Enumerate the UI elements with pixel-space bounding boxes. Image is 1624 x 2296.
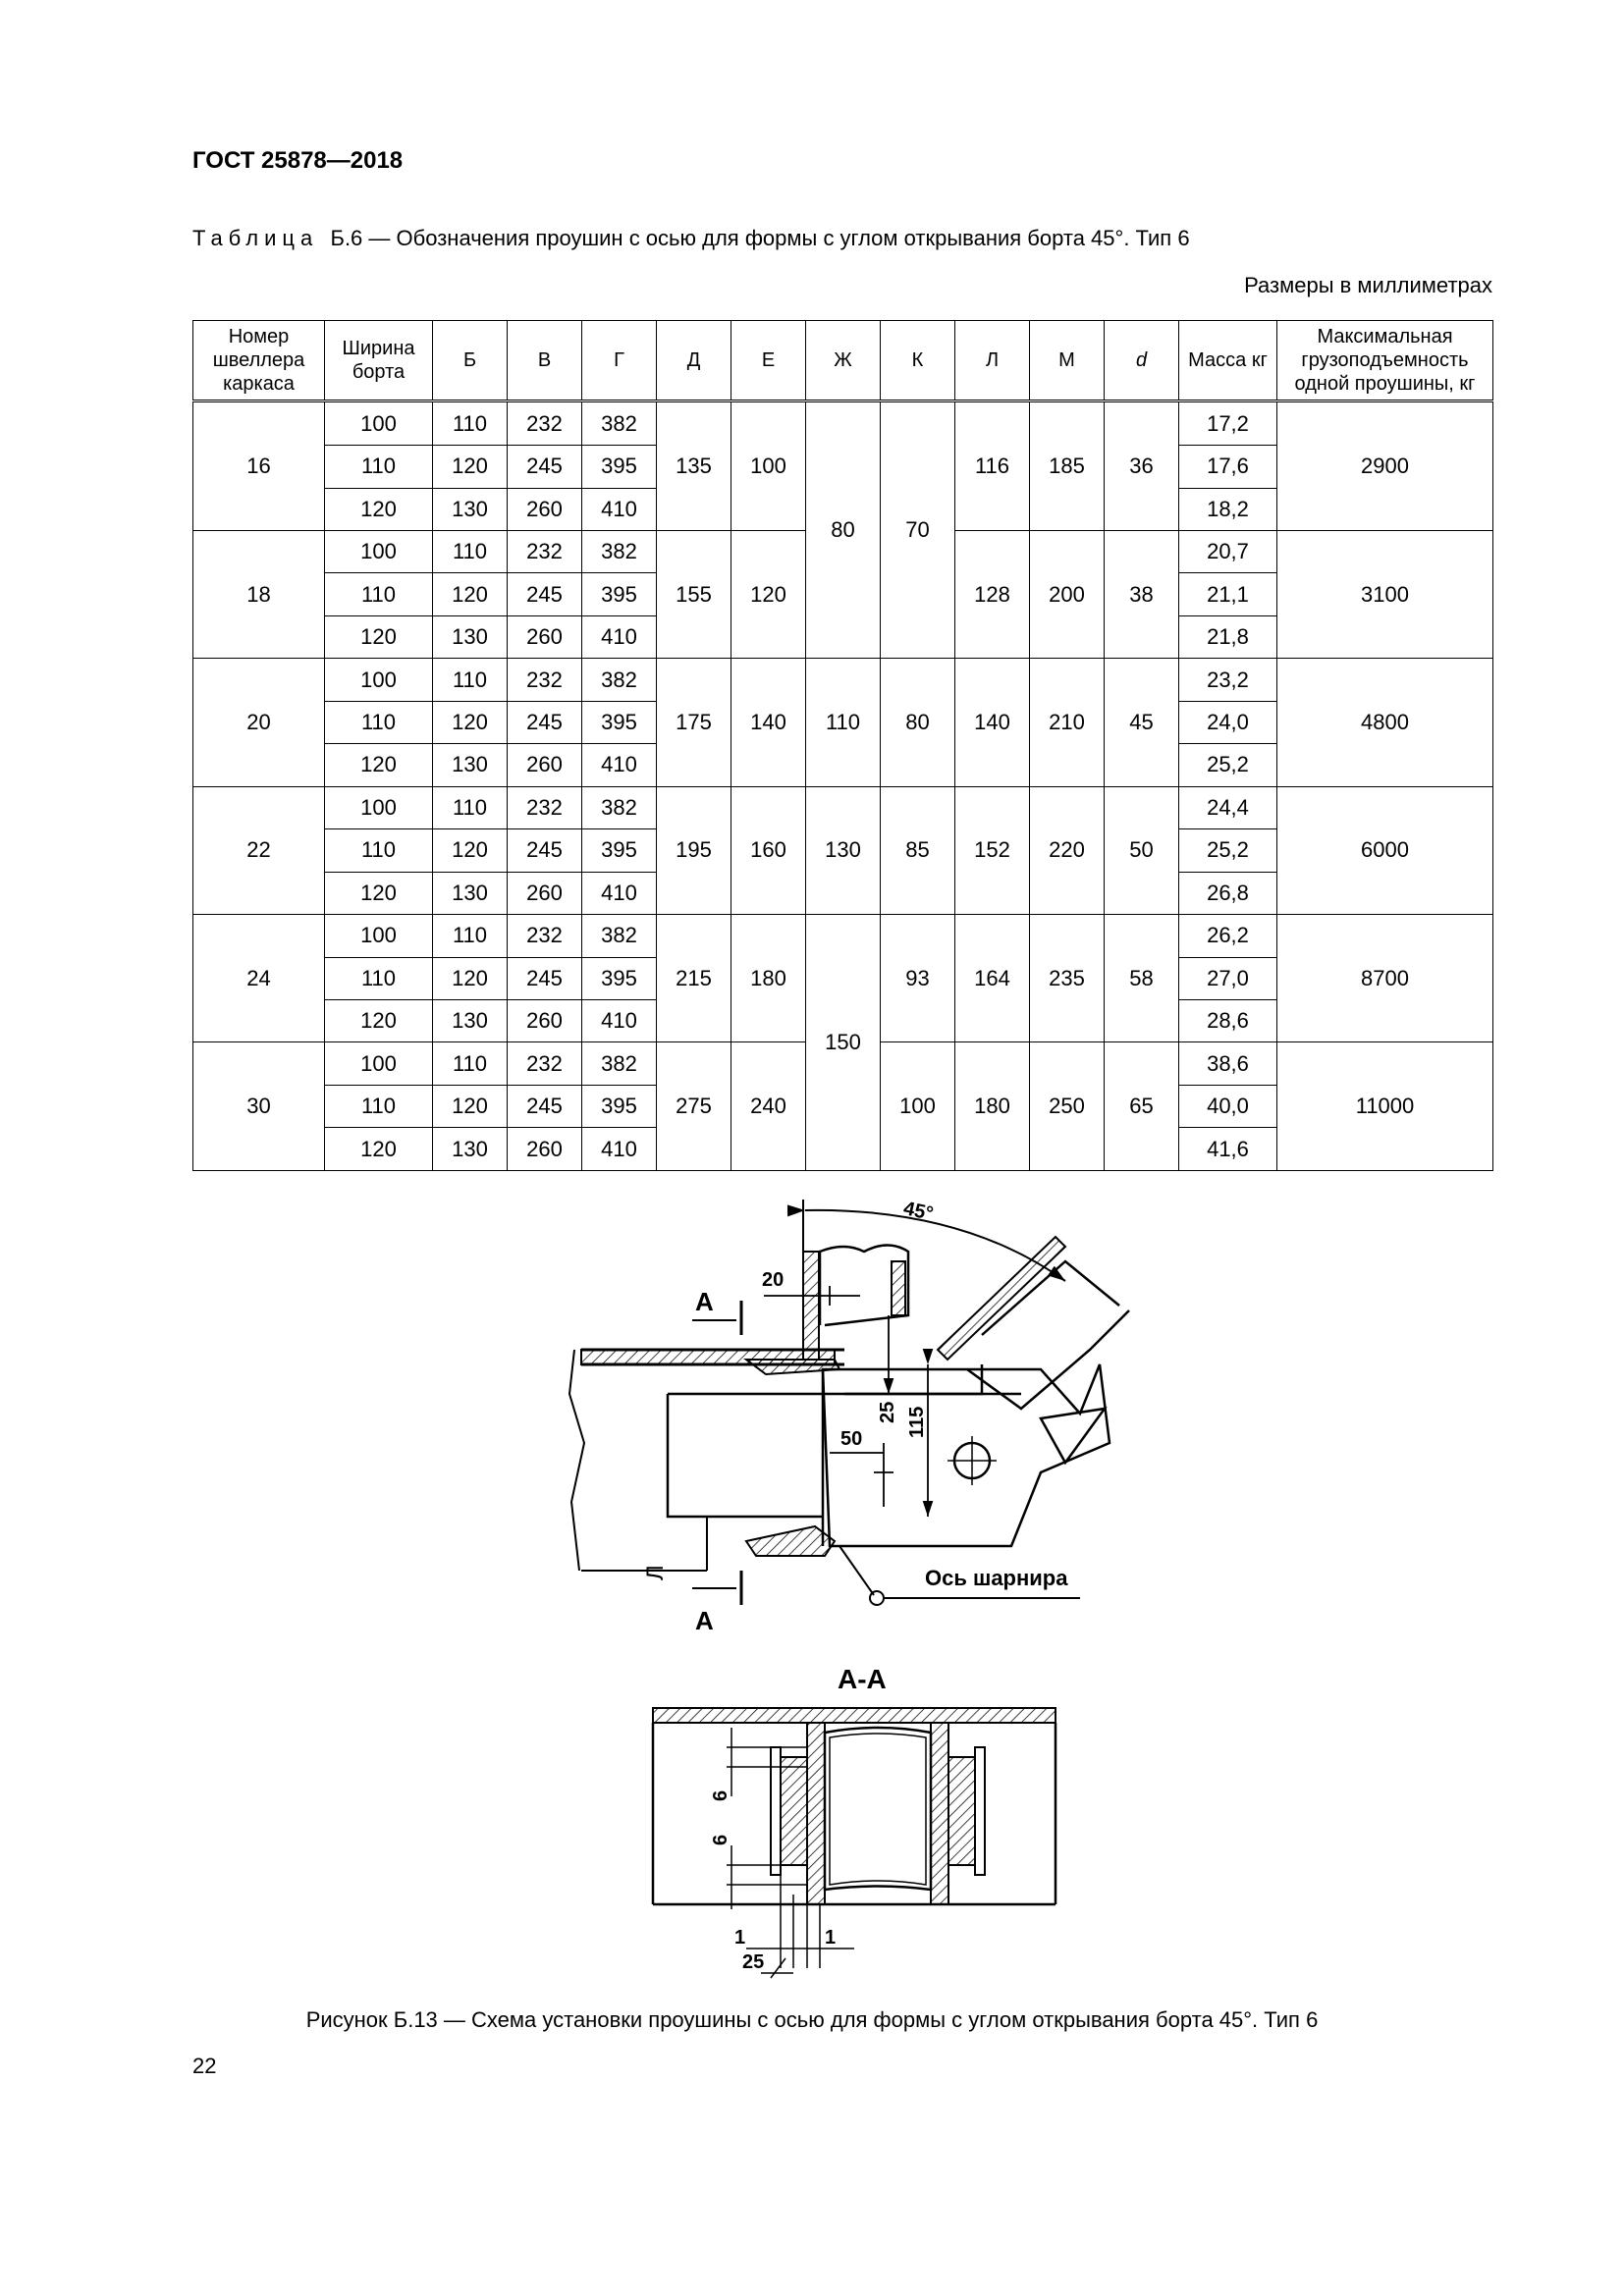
col-k: К: [881, 321, 955, 401]
caption-text: Б.6 — Обозначения проушин с осью для формы с углом открывания борта 45°. Тип 6: [330, 226, 1190, 250]
cell-dd: 36: [1105, 401, 1179, 531]
cell-b: 130: [433, 744, 508, 786]
cell-shirina: 110: [325, 829, 433, 872]
dim-50: 50: [840, 1428, 863, 1450]
cell-b: 120: [433, 573, 508, 615]
units-note: Размеры в миллиметрах: [1244, 273, 1492, 297]
cell-shirina: 120: [325, 744, 433, 786]
col-v: В: [508, 321, 582, 401]
col-d: Д: [657, 321, 731, 401]
cell-nomer: 24: [193, 915, 325, 1042]
label-l: Л: [642, 1565, 669, 1580]
cell-mass: 23,2: [1179, 659, 1277, 701]
axis-label: Ось шарнира: [925, 1566, 1068, 1590]
cell-g: 382: [582, 786, 657, 828]
cell-k: 85: [881, 786, 955, 914]
col-shirina: Ширина борта: [325, 321, 433, 401]
section-a-top: А: [695, 1287, 714, 1316]
cell-mass: 38,6: [1179, 1042, 1277, 1085]
cell-g: 382: [582, 401, 657, 446]
cell-v: 260: [508, 488, 582, 530]
cell-zh: 150: [806, 915, 881, 1171]
cell-g: 395: [582, 1085, 657, 1127]
cell-mass: 17,6: [1179, 446, 1277, 488]
cell-b: 110: [433, 915, 508, 957]
cell-mass: 28,6: [1179, 999, 1277, 1041]
cell-b: 130: [433, 999, 508, 1041]
cell-b: 130: [433, 615, 508, 658]
cell-max: 2900: [1277, 401, 1493, 531]
cell-max: 11000: [1277, 1042, 1493, 1171]
cell-g: 410: [582, 999, 657, 1041]
cell-d: 175: [657, 659, 731, 786]
cell-l: 140: [955, 659, 1030, 786]
section-title: А-А: [838, 1664, 887, 1694]
cell-e: 140: [731, 659, 806, 786]
cell-b: 120: [433, 1085, 508, 1127]
cell-m: 220: [1030, 786, 1105, 914]
cell-e: 100: [731, 401, 806, 531]
cell-v: 232: [508, 401, 582, 446]
dim-20: 20: [762, 1269, 785, 1291]
cell-shirina: 100: [325, 401, 433, 446]
caption-prefix: Таблица: [192, 226, 319, 250]
hinge-axis-leader: [839, 1546, 1080, 1605]
dim-115: 115: [906, 1406, 928, 1438]
cell-mass: 24,4: [1179, 786, 1277, 828]
cell-d: 275: [657, 1042, 731, 1171]
cell-b: 120: [433, 829, 508, 872]
cell-zh: 80: [806, 401, 881, 659]
cell-mass: 18,2: [1179, 488, 1277, 530]
cell-b: 110: [433, 659, 508, 701]
cell-v: 232: [508, 786, 582, 828]
cell-d: 215: [657, 915, 731, 1042]
cell-v: 260: [508, 615, 582, 658]
cell-shirina: 100: [325, 530, 433, 572]
col-b: Б: [433, 321, 508, 401]
cell-k: 80: [881, 659, 955, 786]
cell-m: 250: [1030, 1042, 1105, 1171]
cell-v: 245: [508, 701, 582, 743]
figure-caption: Рисунок Б.13 — Схема установки проушины с осью для формы с углом открывания борта 45°. Тип 6: [305, 2007, 1319, 2032]
cell-d: 155: [657, 530, 731, 658]
cell-zh: 110: [806, 659, 881, 786]
cell-mass: 41,6: [1179, 1128, 1277, 1171]
cell-l: 128: [955, 530, 1030, 658]
cell-v: 232: [508, 530, 582, 572]
cell-zh: 130: [806, 786, 881, 914]
cell-l: 116: [955, 401, 1030, 531]
side-view: [569, 1237, 1129, 1571]
cell-nomer: 20: [193, 659, 325, 786]
cell-g: 410: [582, 744, 657, 786]
cell-d: 135: [657, 401, 731, 531]
angle-label: 45°: [901, 1198, 936, 1225]
cell-v: 245: [508, 446, 582, 488]
cell-shirina: 100: [325, 915, 433, 957]
cell-dd: 58: [1105, 915, 1179, 1042]
cell-max: 8700: [1277, 915, 1493, 1042]
cell-shirina: 120: [325, 999, 433, 1041]
col-zh: Ж: [806, 321, 881, 401]
cell-m: 210: [1030, 659, 1105, 786]
cell-g: 382: [582, 659, 657, 701]
cell-dd: 45: [1105, 659, 1179, 786]
cell-nomer: 16: [193, 401, 325, 531]
cell-shirina: 110: [325, 446, 433, 488]
cell-mass: 24,0: [1179, 701, 1277, 743]
cell-e: 160: [731, 786, 806, 914]
cell-g: 382: [582, 1042, 657, 1085]
cell-b: 110: [433, 786, 508, 828]
dim-25-section: 25: [742, 1951, 765, 1973]
col-dd: d: [1105, 321, 1179, 401]
cell-nomer: 18: [193, 530, 325, 658]
cell-k: 100: [881, 1042, 955, 1171]
cell-g: 382: [582, 530, 657, 572]
cell-m: 185: [1030, 401, 1105, 531]
dim-25: 25: [877, 1401, 898, 1423]
cell-shirina: 110: [325, 1085, 433, 1127]
cell-v: 260: [508, 999, 582, 1041]
cell-mass: 25,2: [1179, 829, 1277, 872]
dim-6-top: 6: [710, 1789, 731, 1801]
cell-mass: 27,0: [1179, 957, 1277, 999]
cell-shirina: 120: [325, 1128, 433, 1171]
cell-shirina: 120: [325, 872, 433, 914]
cell-mass: 26,8: [1179, 872, 1277, 914]
cell-b: 120: [433, 701, 508, 743]
cell-dd: 50: [1105, 786, 1179, 914]
dim-6-bottom: 6: [710, 1834, 731, 1845]
cell-g: 395: [582, 829, 657, 872]
cell-shirina: 110: [325, 701, 433, 743]
cell-shirina: 100: [325, 659, 433, 701]
cell-g: 395: [582, 573, 657, 615]
col-max: Максимальная грузоподъемность одной проушины, кг: [1277, 321, 1493, 401]
cell-m: 235: [1030, 915, 1105, 1042]
cell-mass: 21,1: [1179, 573, 1277, 615]
cell-g: 410: [582, 872, 657, 914]
cell-dd: 65: [1105, 1042, 1179, 1171]
col-m: М: [1030, 321, 1105, 401]
cell-b: 130: [433, 488, 508, 530]
dim-1-right: 1: [825, 1927, 837, 1949]
cell-g: 410: [582, 1128, 657, 1171]
cell-b: 110: [433, 401, 508, 446]
cell-v: 245: [508, 1085, 582, 1127]
col-g: Г: [582, 321, 657, 401]
cell-d: 195: [657, 786, 731, 914]
cell-v: 260: [508, 872, 582, 914]
col-nomer: Номер швеллера каркаса: [193, 321, 325, 401]
cell-g: 382: [582, 915, 657, 957]
cell-shirina: 120: [325, 488, 433, 530]
cell-g: 410: [582, 488, 657, 530]
dim-1-left: 1: [734, 1927, 746, 1949]
cell-b: 130: [433, 872, 508, 914]
cell-m: 200: [1030, 530, 1105, 658]
cell-b: 120: [433, 446, 508, 488]
cell-g: 395: [582, 446, 657, 488]
cell-v: 232: [508, 1042, 582, 1085]
cell-e: 120: [731, 530, 806, 658]
cell-max: 6000: [1277, 786, 1493, 914]
cell-v: 245: [508, 829, 582, 872]
col-massa: Масса кг: [1179, 321, 1277, 401]
cell-mass: 17,2: [1179, 401, 1277, 446]
cell-v: 232: [508, 915, 582, 957]
cell-g: 395: [582, 957, 657, 999]
cell-mass: 21,8: [1179, 615, 1277, 658]
cell-mass: 40,0: [1179, 1085, 1277, 1127]
section-marks: [642, 1287, 741, 1635]
page-number: 22: [192, 2054, 217, 2078]
cell-b: 120: [433, 957, 508, 999]
cell-b: 130: [433, 1128, 508, 1171]
cell-shirina: 110: [325, 957, 433, 999]
cell-nomer: 22: [193, 786, 325, 914]
cell-shirina: 120: [325, 615, 433, 658]
cell-l: 152: [955, 786, 1030, 914]
cell-b: 110: [433, 530, 508, 572]
section-view: [653, 1664, 1056, 1904]
cell-e: 240: [731, 1042, 806, 1171]
cell-shirina: 100: [325, 786, 433, 828]
cell-g: 395: [582, 701, 657, 743]
cell-mass: 20,7: [1179, 530, 1277, 572]
cell-v: 260: [508, 744, 582, 786]
cell-nomer: 30: [193, 1042, 325, 1171]
col-l: Л: [955, 321, 1030, 401]
cell-dd: 38: [1105, 530, 1179, 658]
cell-v: 232: [508, 659, 582, 701]
cell-mass: 25,2: [1179, 744, 1277, 786]
cell-v: 245: [508, 573, 582, 615]
cell-shirina: 100: [325, 1042, 433, 1085]
cell-v: 245: [508, 957, 582, 999]
cell-b: 110: [433, 1042, 508, 1085]
cell-mass: 26,2: [1179, 915, 1277, 957]
cell-k: 93: [881, 915, 955, 1042]
cell-v: 260: [508, 1128, 582, 1171]
cell-l: 164: [955, 915, 1030, 1042]
cell-shirina: 110: [325, 573, 433, 615]
cell-max: 3100: [1277, 530, 1493, 658]
col-e: Е: [731, 321, 806, 401]
cell-l: 180: [955, 1042, 1030, 1171]
document-header: ГОСТ 25878—2018: [192, 147, 404, 174]
cell-g: 410: [582, 615, 657, 658]
cell-k: 70: [881, 401, 955, 659]
section-a-bottom: А: [695, 1606, 714, 1635]
cell-max: 4800: [1277, 659, 1493, 786]
cell-e: 180: [731, 915, 806, 1042]
